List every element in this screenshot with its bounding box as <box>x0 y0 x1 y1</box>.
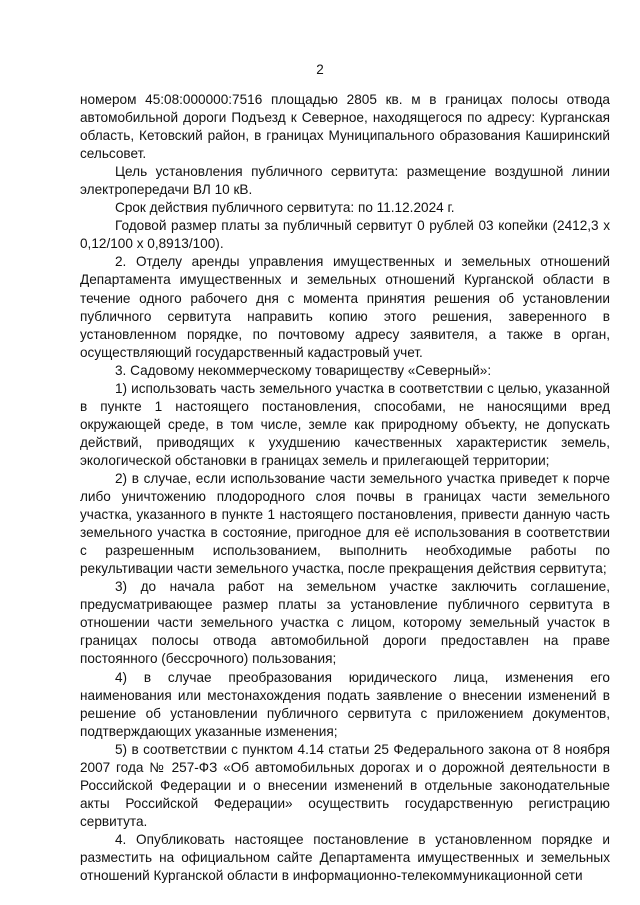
paragraph-item-3-3: 3) до начала работ на земельном участке заключить соглашение, предусматривающее размер платы за установление публичного сервитута в отношении части земельного участка с лицом, которому земельный участок в границах полосы отвода автомобильной дороги предоставлен на праве постоянного (бессрочного) пользования; <box>80 579 610 667</box>
page-number: 2 <box>316 62 324 77</box>
paragraph-item-3: 3. Садовому некоммерческому товариществу «Северный»: <box>115 362 492 378</box>
paragraph-item-4: 4. Опубликовать настоящее постановление в установленном порядке и разместить на официальном сайте Департамента имущественных и земельных отношений Курганской области в информационно-телекоммуникационной сети <box>80 831 610 884</box>
paragraph-servitude-term: Срок действия публичного сервитута: по 11.12.2024 г. <box>115 200 455 216</box>
paragraph-item-3-1: 1) использовать часть земельного участка в соответствии с целью, указанной в пункте 1 настоящего постановления, способами, не наносящими вред окружающей среде, в том числе, земле как природному объекту, не допускать действий, приводящих к ухудшению качественных характеристик земель, экологической обстановки в границах земель и прилегающей территории; <box>80 380 610 468</box>
paragraph-annual-fee: Годовой размер платы за публичный сервитут 0 рублей 03 копейки (2412,3 х 0,12/100 х 0,8913/100). <box>80 218 610 252</box>
paragraph-item-3-2: 2) в случае, если использование части земельного участка приведет к порче либо уничтожению плодородного слоя почвы в границах части земельного участка, указанного в пункте 1 настоящего постановления, привести данную часть земельного участка в состояние, пригодное для её использования в соответствии с разрешенным использованием, выполнить необходимые работы по рекультивации части земельного участка, после прекращения действия сервитута; <box>80 470 610 577</box>
paragraph-servitude-purpose: Цель установления публичного сервитута: размещение воздушной линии электропередачи ВЛ 10 кВ. <box>80 164 610 198</box>
paragraph-land-plot-location: номером 45:08:000000:7516 площадью 2805 кв. м в границах полосы отвода автомобильной дороги Подъезд к Северное, находящегося по адресу: Курганская область, Кетовский район, в границах Муниципального образования Каширинский сельсовет. <box>80 92 610 162</box>
paragraph-item-3-5: 5) в соответствии с пунктом 4.14 статьи 25 Федерального закона от 8 ноября 2007 года № 257-ФЗ «Об автомобильных дорогах и о дорожной деятельности в Российской Федерации и о внесении изменений в отдельные законодательные акты Российской Федерации» осуществить государственную регистрацию сервитута. <box>80 741 610 829</box>
paragraph-item-2: 2. Отделу аренды управления имущественных и земельных отношений Департамента имущественных и земельных отношений Курганской области в течение одного рабочего дня с момента принятия решения об установлении публичного сервитута направить копию этого решения, заверенного в установленном порядке, по почтовому адресу заявителя, а также в орган, осуществляющий государственный кадастровый учет. <box>80 254 610 360</box>
paragraph-item-3-4: 4) в случае преобразования юридического лица, изменения его наименования или местонахождения подать заявление о внесении изменений в решение об установлении публичного сервитута с приложением документов, подтверждающих указанные изменения; <box>80 669 610 739</box>
document-body <box>80 91 610 885</box>
